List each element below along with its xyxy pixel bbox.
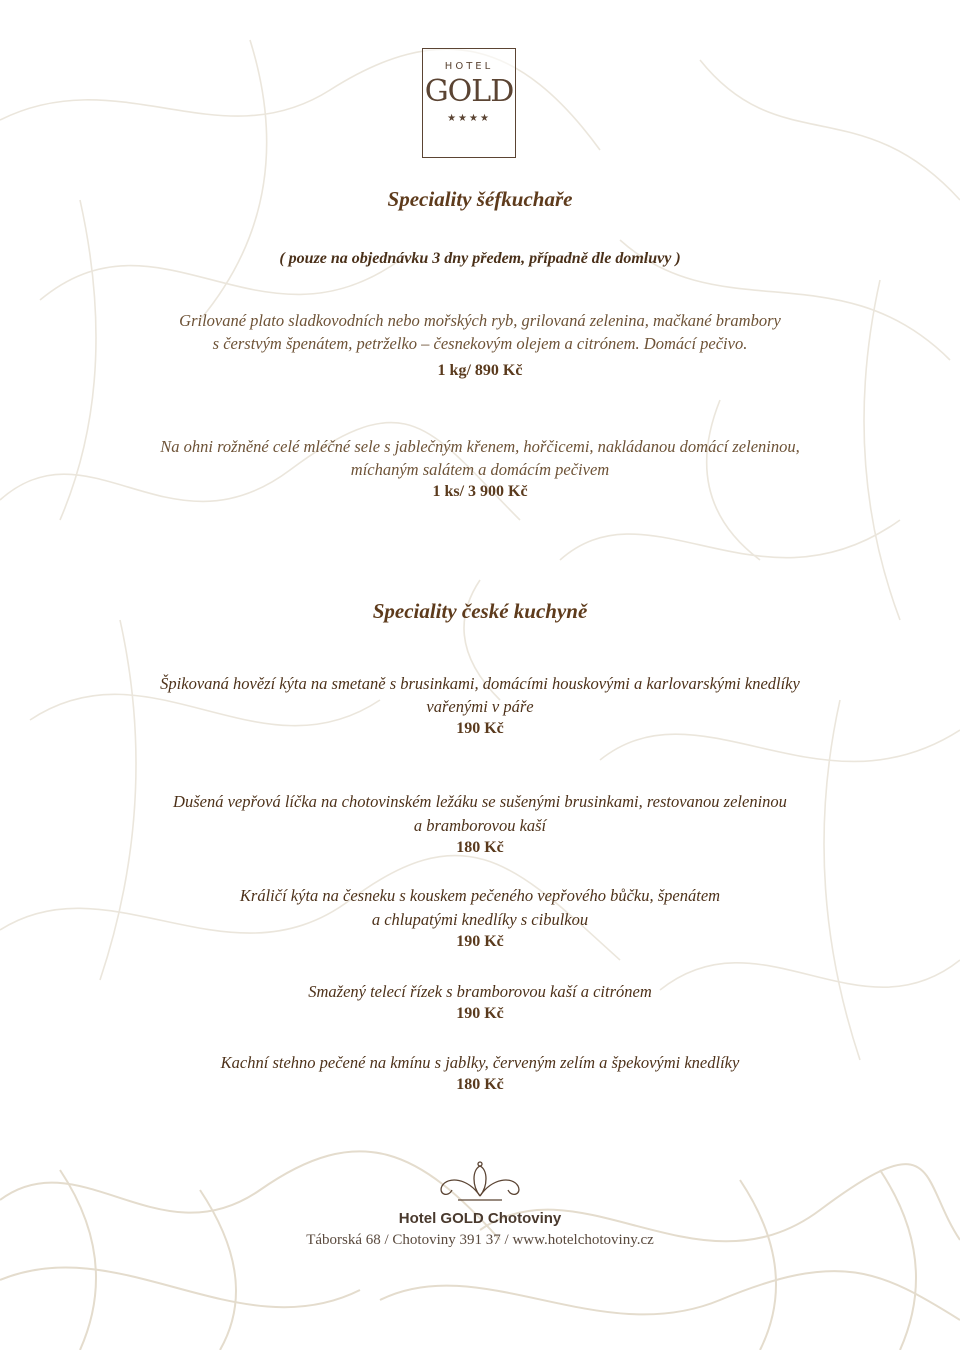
dish-description: Špikovaná hovězí kýta na smetaně s brusinkami, domácími houskovými a karlovarskými knedlíky [160, 674, 800, 693]
dish-description: Grilované plato sladkovodních nebo mořských ryb, grilovaná zelenina, mačkané brambory [179, 311, 781, 330]
section-title-chef: Speciality šéfkuchaře [387, 187, 573, 211]
dish-price: 180 Kč [456, 839, 504, 856]
logo-hotel-text: HOTEL [444, 61, 494, 72]
logo-gold-text: GOLD [424, 74, 514, 109]
dish-description: Králičí kýta na česneku s kouskem pečeného vepřového bůčku, špenátem [239, 886, 721, 905]
dish-description: Kachní stehno pečené na kmínu s jablky, červeným zelím a špekovými knedlíky [220, 1053, 740, 1072]
hotel-logo [422, 48, 516, 158]
dish-description: míchaným salátem a domácím pečivem [350, 460, 610, 479]
logo-stars: ★★★★ [447, 113, 491, 124]
dish-price: 190 Kč [456, 933, 504, 950]
dish-description: Na ohni rožněné celé mléčné sele s jablečným křenem, hořčicemi, nakládanou domácí zeleninou, [160, 437, 800, 456]
dish-price: 180 Kč [456, 1076, 504, 1093]
dish-description: Dušená vepřová líčka na chotovinském ležáku se sušenými brusinkami, restovanou zeleninou [173, 792, 787, 811]
section-title-czech: Speciality české kuchyně [372, 599, 588, 623]
dish-price: 190 Kč [456, 1005, 504, 1022]
dish-description: a chlupatými knedlíky s cibulkou [371, 910, 589, 929]
order-note: ( pouze na objednávku 3 dny předem, případně dle domluvy ) [279, 250, 681, 267]
hotel-address: Táborská 68 / Chotoviny 391 37 / www.hotelchotoviny.cz [306, 1232, 654, 1248]
dish-price: 1 kg/ 890 Kč [437, 362, 523, 379]
dish-description: vařenými v páře [426, 697, 534, 716]
dish-description: Smažený telecí řízek s bramborovou kaší a citrónem [308, 982, 652, 1001]
dish-price: 1 ks/ 3 900 Kč [432, 483, 528, 500]
dish-description: a bramborovou kaší [413, 816, 547, 835]
hotel-name: Hotel GOLD Chotoviny [398, 1210, 562, 1227]
ornament-icon [428, 1158, 532, 1204]
dish-price: 190 Kč [456, 720, 504, 737]
dish-description: s čerstvým špenátem, petrželko – česnekovým olejem a citrónem. Domácí pečivo. [212, 334, 748, 353]
